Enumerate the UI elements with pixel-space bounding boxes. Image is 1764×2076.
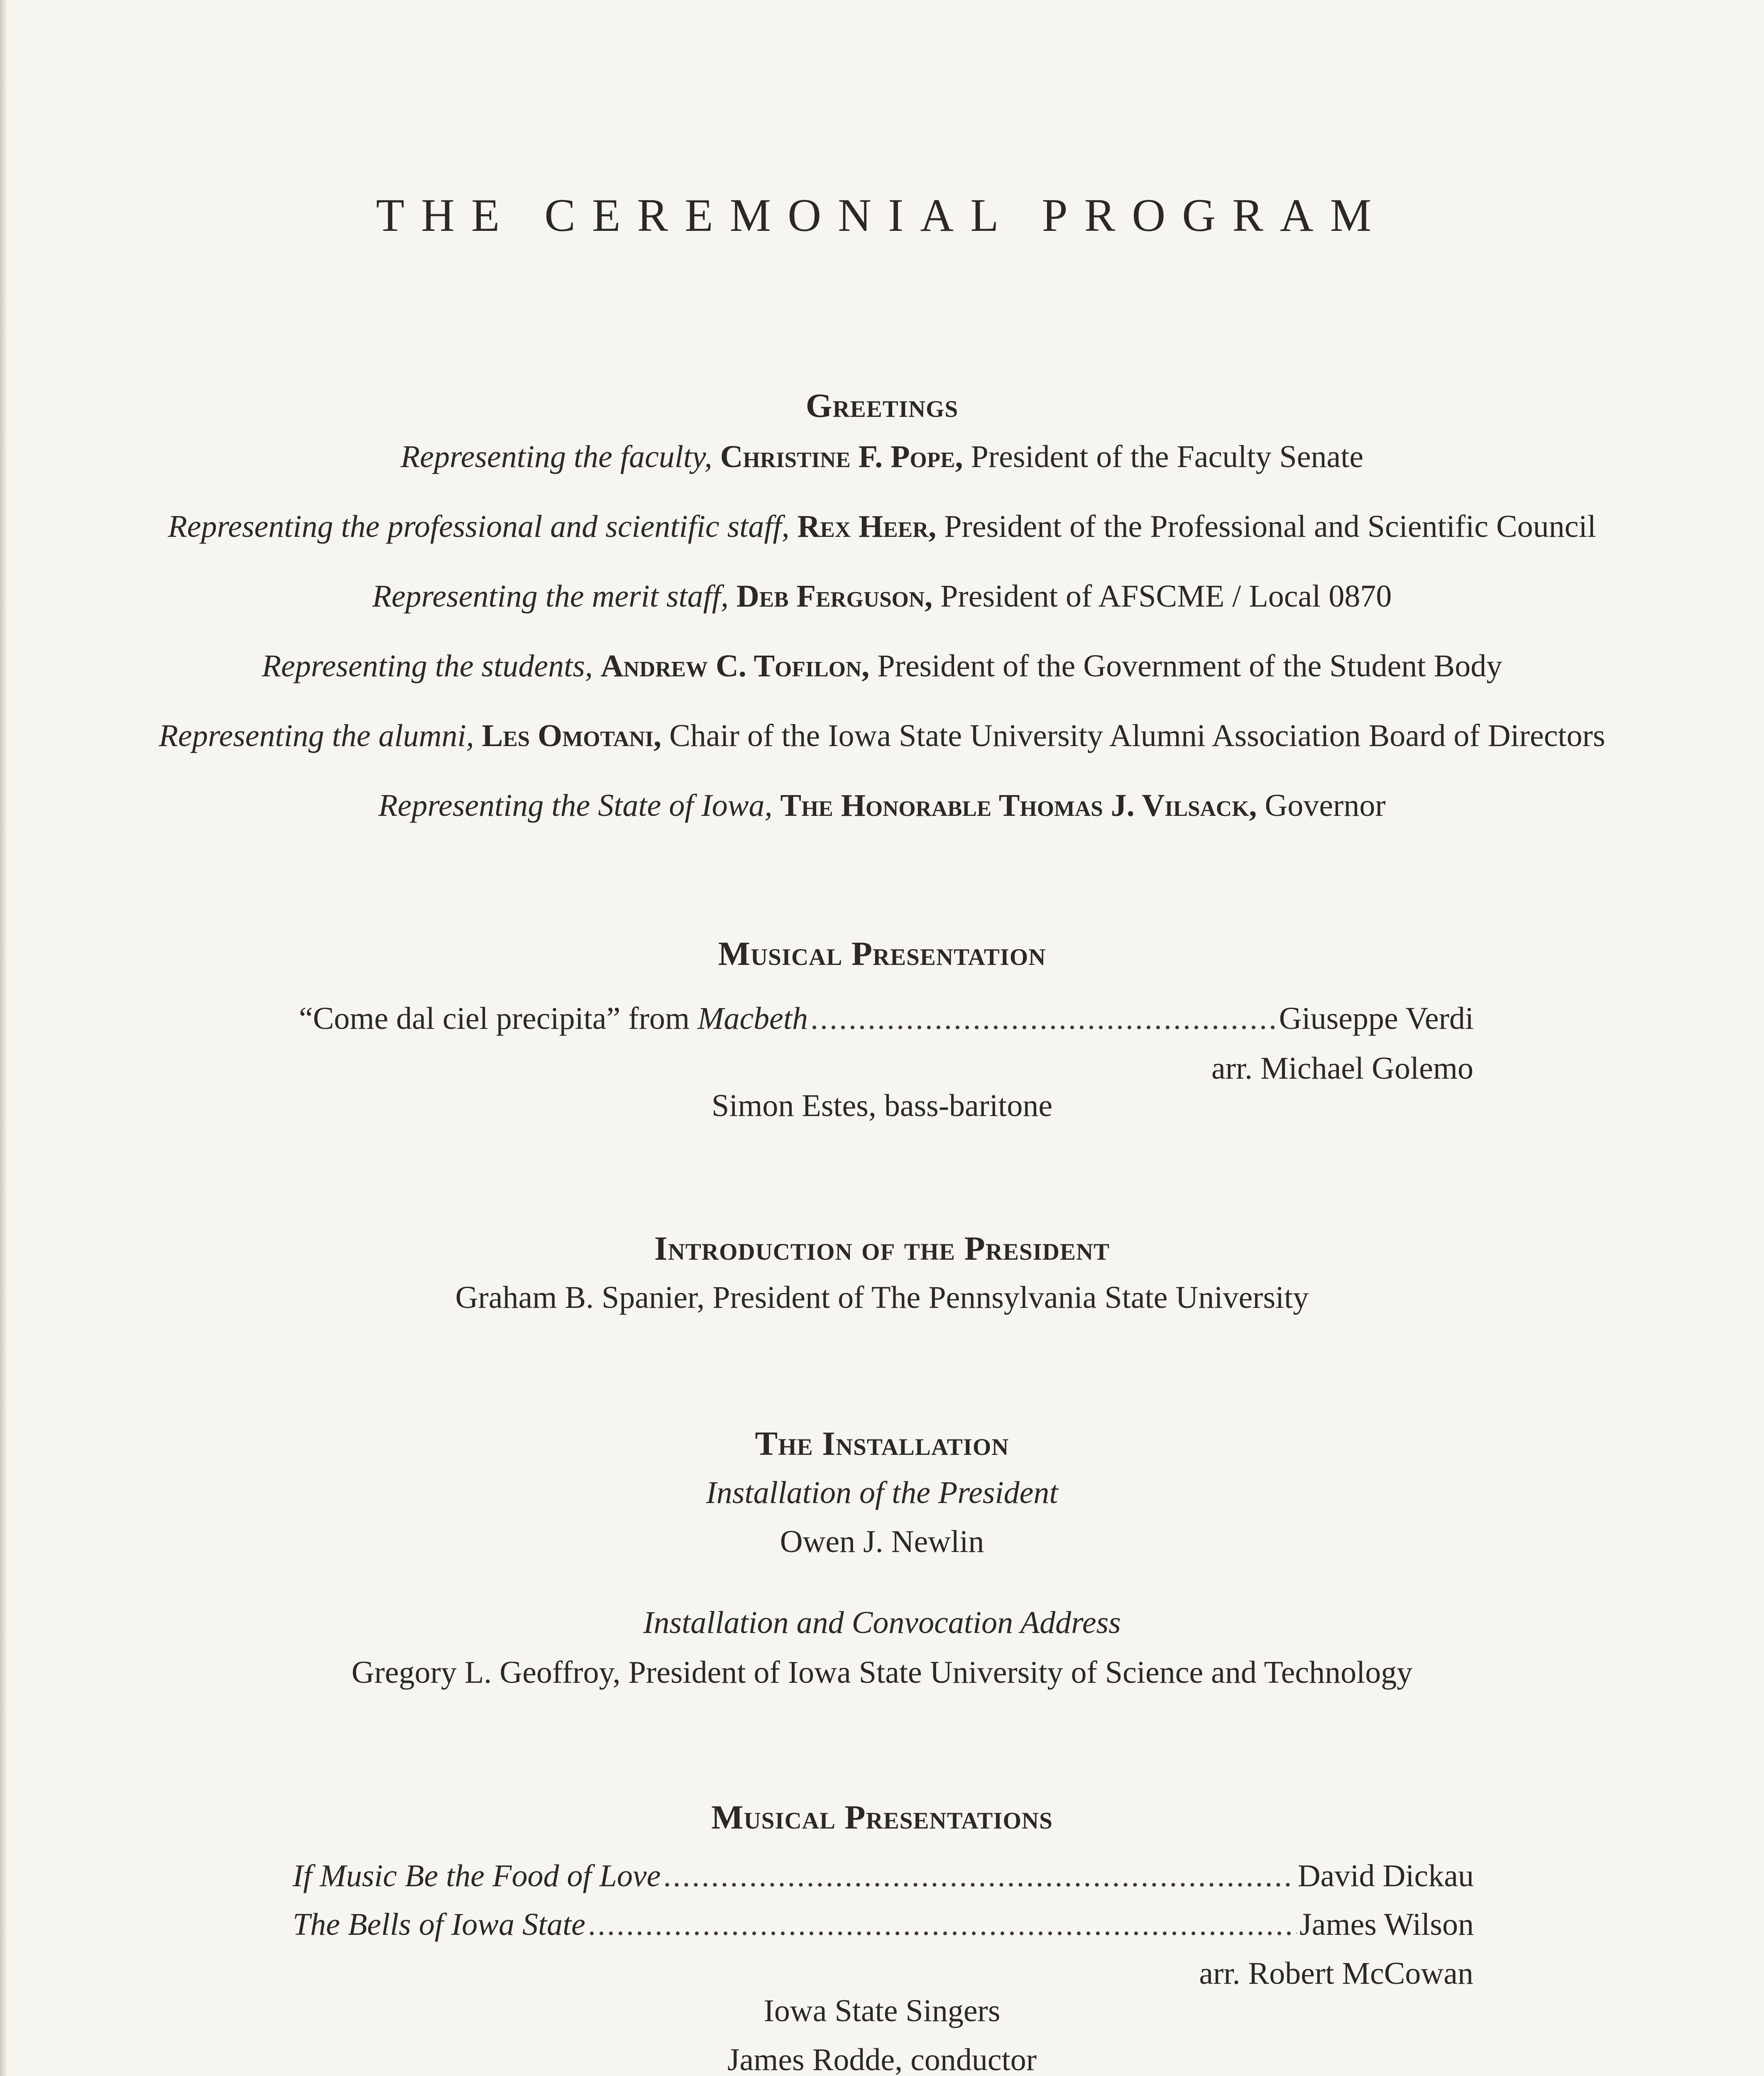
piece-composer: James Wilson: [1299, 1907, 1474, 1942]
musical-presentations-heading: Musical Presentations: [711, 1798, 1053, 1836]
greeting-name: Christine F. Pope,: [720, 439, 963, 474]
dot-leader: [588, 1907, 1297, 1943]
greeting-row: [0, 790, 1764, 821]
piece-title: The Bells of Iowa State: [293, 1907, 586, 1942]
greeting-rep: Representing the merit staff,: [372, 579, 729, 614]
page-gutter-shadow: [0, 0, 7, 2076]
greeting-name: Les Omotani,: [482, 718, 662, 753]
musical-presentation-section: [0, 934, 1764, 973]
greeting-rep: Representing the faculty,: [400, 439, 712, 474]
greeting-name: The Honorable Thomas J. Vilsack,: [780, 788, 1257, 823]
musical-presentation-heading: Musical Presentation: [718, 935, 1046, 972]
greetings-heading: Greetings: [805, 387, 959, 424]
greeting-row: [0, 511, 1764, 542]
piece-arranger: arr. Michael Golemo: [1211, 1051, 1473, 1086]
greeting-row: [0, 441, 1764, 472]
program-piece-row: [299, 1001, 1474, 1037]
page-title: THE CEREMONIAL PROGRAM: [376, 190, 1388, 241]
greeting-name: Deb Ferguson,: [736, 579, 933, 614]
installation-person: Owen J. Newlin: [780, 1524, 984, 1559]
introduction-text: Graham B. Spanier, President of The Pennsylvania State University: [455, 1280, 1309, 1315]
piece-work: Macbeth: [697, 1001, 808, 1036]
address-heading: Installation and Convocation Address: [643, 1605, 1121, 1640]
greeting-role: President of AFSCME / Local 0870: [940, 579, 1392, 614]
greeting-row: [0, 720, 1764, 752]
piece-arranger: arr. Robert McCowan: [1199, 1956, 1473, 1991]
installation-heading: The Installation: [755, 1425, 1009, 1462]
performer: Iowa State Singers: [763, 1993, 1001, 2028]
piece-prefix: “Come dal ciel precipita” from: [299, 1001, 698, 1036]
piece-composer: David Dickau: [1297, 1858, 1474, 1893]
greeting-rep: Representing the State of Iowa,: [378, 788, 773, 823]
dot-leader: [810, 1001, 1277, 1037]
performer: James Rodde, conductor: [727, 2042, 1037, 2076]
performer: Simon Estes, bass-baritone: [711, 1088, 1053, 1123]
installation-subheading: Installation of the President: [706, 1475, 1058, 1510]
installation-section: [0, 1424, 1764, 1463]
greeting-role: Governor: [1265, 788, 1386, 823]
greeting-role: Chair of the Iowa State University Alumni Association Board of Directors: [669, 718, 1605, 753]
greeting-rep: Representing the alumni,: [159, 718, 474, 753]
greeting-name: Andrew C. Tofilon,: [600, 649, 870, 683]
greeting-role: President of the Professional and Scientific Council: [944, 509, 1596, 544]
greeting-row: [0, 650, 1764, 682]
greetings-section: [0, 386, 1764, 425]
program-piece-row: [293, 1858, 1474, 1894]
piece-composer: Giuseppe Verdi: [1279, 1001, 1474, 1036]
greeting-name: Rex Heer,: [797, 509, 937, 544]
address-person: Gregory L. Geoffroy, President of Iowa State University of Science and Technology: [351, 1655, 1413, 1690]
program-piece-row: [293, 1907, 1474, 1943]
greeting-rep: Representing the professional and scientific staff,: [168, 509, 790, 544]
dot-leader: [663, 1858, 1295, 1894]
introduction-section: [0, 1229, 1764, 1268]
musical-presentations-section: [0, 1798, 1764, 1837]
greeting-row: [0, 580, 1764, 612]
piece-title: If Music Be the Food of Love: [293, 1858, 661, 1893]
greeting-rep: Representing the students,: [262, 649, 593, 683]
greeting-role: President of the Government of the Student Body: [877, 649, 1502, 683]
introduction-heading: Introduction of the President: [654, 1229, 1110, 1267]
greeting-role: President of the Faculty Senate: [971, 439, 1364, 474]
